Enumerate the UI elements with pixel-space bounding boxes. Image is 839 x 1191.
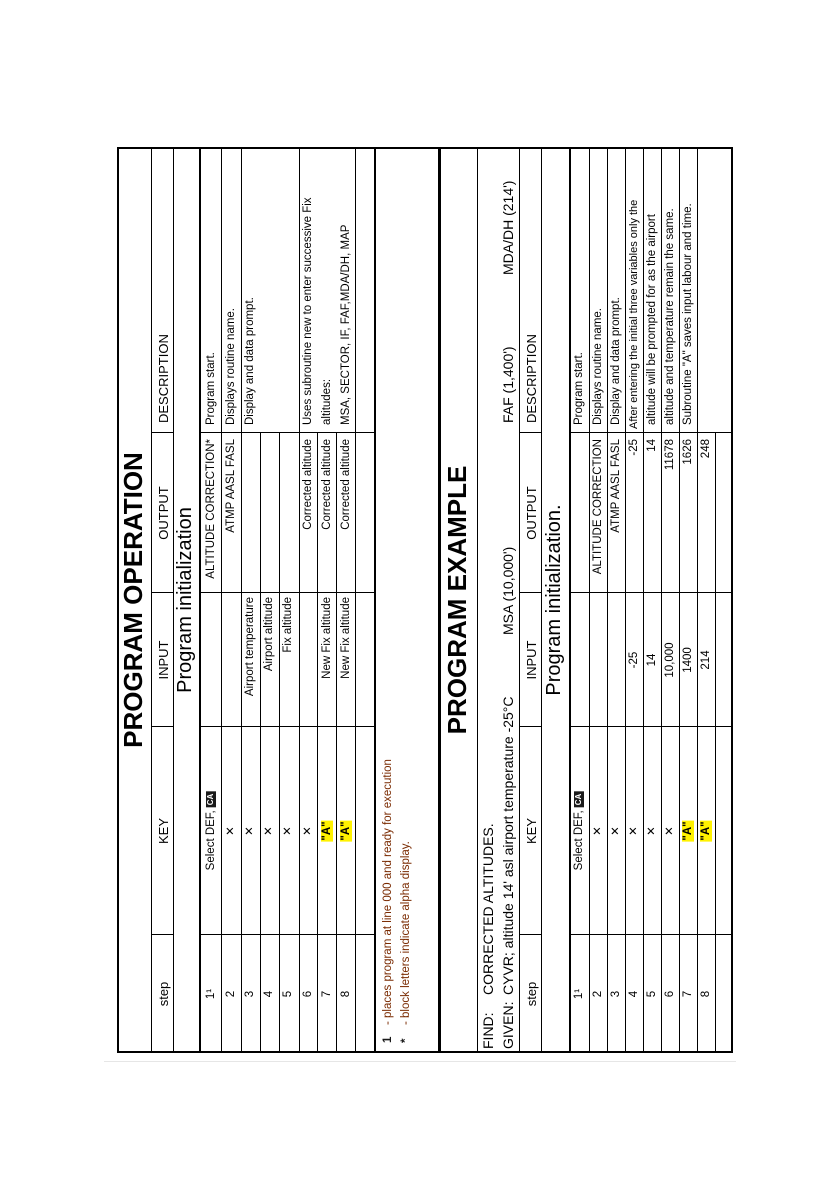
table-cell-input: New Fix altitude (340, 597, 352, 679)
header-step: step (156, 981, 171, 1007)
table-cell-description: altitude will be prompted for as the airport (646, 214, 658, 425)
table-cell-description: Displays routine name. (592, 308, 604, 425)
table-cell-input: Airport temperature (244, 597, 256, 697)
given-mda: MDA/DH (214') (500, 180, 516, 275)
table-cell-key: "A" (340, 821, 352, 841)
table-cell-input: 1400 (682, 647, 694, 673)
multiply-key-icon: ✕ (610, 826, 622, 836)
table-cell-description: Program start. (205, 352, 217, 425)
operation-section-title: Program initialization (174, 507, 196, 693)
table-cell-description: MSA, SECTOR, IF, FAF,MDA/DH, MAP (340, 224, 352, 425)
multiply-key-icon: ✕ (302, 826, 314, 836)
operation-title: PROGRAM OPERATION (118, 452, 148, 748)
table-cell-description: Display and data prompt. (610, 297, 622, 425)
table-cell-description: Subroutine "A" saves input labour and time. (682, 203, 694, 425)
table-cell-output: 14 (646, 439, 658, 452)
table-cell-step: 3 (244, 990, 256, 998)
rotated-document (117, 147, 733, 1053)
table-cell-description: Display and data prompt. (244, 297, 256, 425)
table-cell-input: 214 (700, 650, 712, 670)
given-msa: MSA (10,000') (500, 546, 516, 635)
table-cell-output: ATMP AASL FASL (225, 439, 237, 533)
table-cell-step: 7 (682, 990, 694, 998)
table-cell-input: 10,000 (664, 642, 676, 678)
multiply-key-icon: ✕ (646, 826, 658, 836)
table-cell-input: 14 (646, 653, 658, 667)
header-input: INPUT (156, 640, 171, 680)
given-faf: FAF (1,400') (500, 346, 516, 423)
table-cell-step: 1¹ (573, 988, 585, 1000)
note-text: - block letters indicate alpha display. (400, 841, 412, 1025)
table-cell-output: 11678 (664, 439, 676, 471)
note-text: - places program at line 000 and ready for execution (382, 759, 394, 1025)
table-cell-output: ALTITUDE CORRECTION (592, 439, 604, 575)
table-cell-output: 1626 (682, 439, 694, 465)
table-cell-key: "A" (682, 821, 694, 841)
multiply-key-icon: ✕ (628, 826, 640, 836)
multiply-key-icon: ✕ (263, 826, 275, 836)
multiply-key-icon: ✕ (664, 826, 676, 836)
table-cell-input: New Fix altitude (321, 597, 333, 679)
table-cell-step: 8 (700, 990, 712, 998)
table-cell-output: -25 (628, 439, 640, 456)
table-cell-step: 2 (225, 990, 237, 998)
example-section-title: Program initialization. (543, 504, 565, 696)
table-cell-key: Select DEF,CA (205, 793, 217, 871)
table-cell-output: Corrected altitude (302, 439, 314, 530)
table-cell-description: Uses subroutine new to enter successive Fix (302, 197, 314, 425)
header-description: DESCRIPTION (524, 334, 539, 423)
table-cell-input: Fix altitude (282, 597, 294, 653)
table-cell-step: 3 (610, 990, 622, 998)
header-output: OUTPUT (156, 486, 171, 540)
given-value: CYVR; altitude 14' asl airport temperature -25°C (500, 696, 516, 995)
multiply-key-icon: ✕ (225, 826, 237, 836)
table-cell-step: 2 (592, 990, 604, 998)
table-cell-step: 6 (302, 990, 314, 998)
page-divider (104, 1061, 736, 1062)
table-cell-output: ALTITUDE CORRECTION* (205, 439, 217, 579)
ca-key-icon: CA (574, 793, 583, 806)
table-cell-key: Select DEF,CA (573, 793, 585, 871)
header-description: DESCRIPTION (156, 334, 171, 423)
table-cell-description: Program start. (573, 352, 585, 425)
header-step: step (524, 981, 539, 1007)
table-cell-description: altitudes: (321, 378, 333, 425)
table-cell-key: "A" (321, 821, 333, 841)
given-label: GIVEN: (500, 1001, 516, 1049)
table-cell-step: 4 (628, 990, 640, 998)
header-key: KEY (524, 817, 539, 845)
table-cell-output: Corrected altitude (321, 439, 333, 530)
find-label: FIND: (480, 1012, 496, 1049)
table-cell-step: 5 (646, 990, 658, 998)
table-cell-input: Airport altitude (263, 597, 275, 672)
table-cell-step: 7 (321, 990, 333, 998)
table-cell-output: 248 (700, 439, 712, 459)
note-mark: 1 (382, 1036, 394, 1043)
find-value: CORRECTED ALTITUDES. (480, 823, 496, 995)
table-cell-step: 6 (664, 990, 676, 998)
table-cell-description: altitude and temperature remain the same. (664, 208, 676, 425)
table-cell-output: Corrected altitude (340, 439, 352, 530)
ca-key-icon: CA (206, 793, 215, 806)
header-input: INPUT (524, 640, 539, 680)
multiply-key-icon: ✕ (592, 826, 604, 836)
table-cell-key: "A" (700, 821, 712, 841)
table-cell-step: 5 (282, 990, 294, 998)
table-cell-output: ATMP AASL FASL (610, 439, 622, 533)
table-cell-input: -25 (628, 651, 640, 669)
table-cell-step: 4 (263, 990, 275, 998)
table-cell-description: Displays routine name. (225, 308, 237, 425)
multiply-key-icon: ✕ (244, 826, 256, 836)
example-title: PROGRAM EXAMPLE (442, 465, 472, 735)
table-cell-step: 1¹ (205, 988, 217, 1000)
note-mark: * (400, 1038, 412, 1043)
table-cell-step: 8 (340, 990, 352, 998)
multiply-key-icon: ✕ (282, 826, 294, 836)
table-cell-description: After entering the initial three variables only the (628, 199, 640, 429)
header-output: OUTPUT (524, 486, 539, 540)
header-key: KEY (156, 817, 171, 845)
